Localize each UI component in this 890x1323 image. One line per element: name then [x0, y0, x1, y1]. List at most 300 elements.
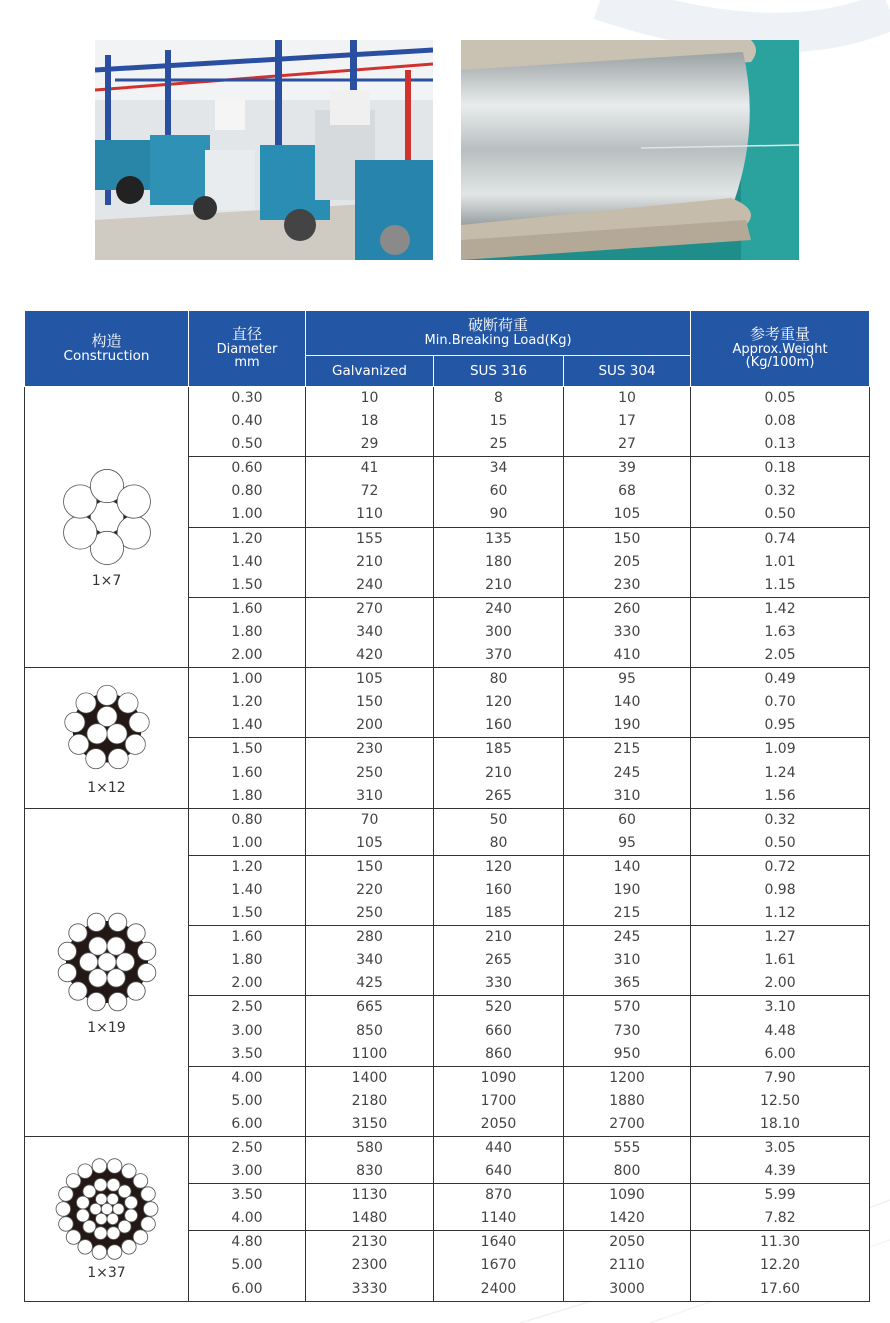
factory-photo	[95, 40, 433, 260]
construction-label: 1×12	[87, 779, 126, 796]
sus304-cell	[564, 1184, 691, 1231]
weight-value: 4.39	[764, 1163, 796, 1180]
weight-value: 7.82	[764, 1210, 796, 1227]
diameter-value: 1.50	[231, 905, 263, 922]
galvanized-value: 1130	[351, 1187, 388, 1204]
diameter-value: 1.50	[231, 741, 263, 758]
sus316-cell	[434, 387, 564, 457]
sus304-value: 245	[613, 764, 641, 781]
sus304-value: 555	[613, 1140, 641, 1156]
galvanized-cell	[306, 1066, 434, 1136]
sus316-value: 2050	[480, 1115, 517, 1132]
construction-label: 1×37	[87, 1264, 126, 1281]
sus316-value: 25	[489, 436, 508, 453]
diameter-value: 1.80	[231, 952, 263, 969]
sus304-cell	[564, 926, 691, 996]
weight-header-cn: 参考重量	[750, 324, 811, 343]
diameter-value: 0.60	[231, 460, 263, 477]
sus316-cell	[434, 1184, 564, 1231]
weight-value: 2.05	[764, 647, 796, 664]
weight-value: 1.15	[764, 576, 796, 593]
sus304-value: 1880	[609, 1092, 645, 1109]
sus304-value: 570	[613, 999, 641, 1016]
diameter-value: 2.00	[231, 647, 263, 664]
weight-value: 2.00	[764, 975, 796, 992]
sus316-cell	[434, 808, 564, 855]
weight-value: 0.13	[764, 436, 796, 453]
weight-value: 0.50	[764, 834, 796, 851]
sus316-cell	[434, 1137, 564, 1184]
sus304-cell	[564, 387, 691, 457]
diameter-cell	[189, 738, 306, 808]
sus316-cell	[434, 527, 564, 597]
diameter-value: 2.00	[231, 975, 263, 992]
diameter-value: 1.20	[231, 858, 263, 875]
weight-value: 0.70	[764, 694, 796, 711]
sus316-value: 210	[485, 576, 512, 593]
galvanized-cell	[306, 855, 434, 925]
weight-cell	[691, 527, 870, 597]
diameter-cell	[189, 808, 306, 855]
weight-value: 1.42	[764, 600, 796, 617]
sus316-value: 660	[485, 1022, 512, 1039]
sus304-cell	[564, 668, 691, 738]
diameter-value: 1.40	[231, 553, 263, 570]
sus304-value: 215	[613, 741, 641, 758]
wire-spool-photo	[461, 40, 799, 260]
sus316-value: 15	[489, 413, 508, 430]
weight-cell	[691, 1231, 870, 1301]
sus316-value: 870	[485, 1187, 512, 1204]
breaking-load-header-en: Min.Breaking Load(Kg)	[424, 333, 572, 349]
sus304-value: 39	[618, 460, 636, 477]
sus304-cell	[564, 457, 691, 527]
sus304-cell	[564, 1231, 691, 1301]
sus304-value: 2050	[609, 1234, 645, 1251]
diameter-value: 0.50	[231, 436, 263, 453]
diameter-value: 1.80	[231, 787, 263, 804]
sus316-value: 240	[485, 600, 512, 617]
galvanized-value: 240	[356, 576, 383, 593]
galvanized-value: 29	[360, 436, 379, 453]
sus316-value: 160	[485, 717, 512, 734]
sus316-value: 1640	[480, 1234, 517, 1251]
weight-cell	[691, 597, 870, 667]
diameter-value: 0.30	[231, 390, 263, 406]
sus304-value: 3000	[609, 1280, 645, 1297]
weight-cell	[691, 738, 870, 808]
weight-header	[691, 311, 870, 387]
weight-value: 17.60	[759, 1280, 801, 1297]
sus316-value: 370	[485, 647, 512, 664]
breaking-load-header-cn: 破断荷重	[468, 316, 529, 335]
sus316-value: 300	[485, 623, 512, 640]
diameter-value: 3.50	[231, 1187, 263, 1204]
sus304-header: SUS 304	[564, 356, 691, 387]
sus316-cell	[434, 738, 564, 808]
sus316-value: 210	[485, 929, 512, 946]
diameter-value: 0.40	[231, 413, 263, 430]
weight-value: 18.10	[759, 1115, 801, 1132]
weight-value: 3.05	[764, 1140, 796, 1156]
sus304-value: 190	[613, 717, 641, 734]
diameter-cell	[189, 1137, 306, 1184]
diameter-value: 6.00	[231, 1280, 263, 1297]
galvanized-value: 1480	[351, 1210, 388, 1227]
galvanized-value: 310	[356, 787, 383, 804]
strand-1x37-icon	[55, 1157, 159, 1261]
sus316-cell	[434, 457, 564, 527]
sus316-value: 80	[489, 671, 508, 688]
weight-cell	[691, 387, 870, 457]
weight-value: 0.32	[764, 483, 796, 500]
galvanized-value: 2130	[351, 1234, 388, 1251]
weight-value: 1.63	[764, 623, 796, 640]
galvanized-cell	[306, 1137, 434, 1184]
galvanized-cell	[306, 926, 434, 996]
galvanized-cell	[306, 668, 434, 738]
construction-header	[25, 311, 189, 387]
galvanized-value: 10	[360, 390, 379, 406]
diameter-value: 1.20	[231, 694, 263, 711]
diameter-value: 1.40	[231, 881, 263, 898]
weight-value: 3.10	[764, 999, 796, 1016]
sus304-value: 2700	[609, 1115, 645, 1132]
weight-value: 0.98	[764, 881, 796, 898]
sus316-value: 640	[485, 1163, 512, 1180]
weight-value: 0.18	[764, 460, 796, 477]
galvanized-value: 340	[356, 952, 383, 969]
diameter-value: 1.00	[231, 506, 263, 523]
diameter-cell	[189, 1066, 306, 1136]
sus316-value: 180	[485, 553, 512, 570]
galvanized-cell	[306, 387, 434, 457]
breaking-load-header	[306, 311, 691, 356]
sus316-cell	[434, 1231, 564, 1301]
sus316-value: 1700	[480, 1092, 517, 1109]
galvanized-value: 250	[356, 905, 383, 922]
sus316-value: 80	[489, 834, 508, 851]
sus304-cell	[564, 996, 691, 1066]
galvanized-value: 105	[356, 671, 383, 688]
sus304-value: 205	[613, 553, 641, 570]
galvanized-value: 420	[356, 647, 383, 664]
sus316-value: 60	[489, 483, 508, 500]
diameter-cell	[189, 457, 306, 527]
strand-1x12-icon	[59, 680, 155, 776]
galvanized-value: 150	[356, 858, 383, 875]
diameter-cell	[189, 996, 306, 1066]
diameter-cell	[189, 926, 306, 996]
galvanized-value: 250	[356, 764, 383, 781]
weight-value: 12.50	[759, 1092, 801, 1109]
galvanized-value: 105	[356, 834, 383, 851]
sus316-value: 440	[485, 1140, 512, 1156]
weight-value: 5.99	[764, 1187, 796, 1204]
weight-value: 0.95	[764, 717, 796, 734]
diameter-cell	[189, 1184, 306, 1231]
diameter-value: 1.60	[231, 764, 263, 781]
sus316-cell	[434, 855, 564, 925]
sus304-value: 150	[613, 530, 641, 547]
galvanized-cell	[306, 1184, 434, 1231]
galvanized-value: 2180	[351, 1092, 388, 1109]
sus316-value: 34	[489, 460, 508, 477]
weight-cell	[691, 1184, 870, 1231]
sus304-value: 60	[618, 811, 636, 828]
sus304-value: 245	[613, 929, 641, 946]
spec-row-group	[25, 668, 870, 738]
diameter-value: 6.00	[231, 1115, 263, 1132]
spec-row-group	[25, 808, 870, 855]
diameter-header-cn: 直径	[231, 324, 262, 343]
sus304-value: 310	[613, 952, 641, 969]
diameter-cell	[189, 387, 306, 457]
weight-cell	[691, 808, 870, 855]
sus316-value: 520	[485, 999, 512, 1016]
sus304-value: 1420	[609, 1210, 645, 1227]
galvanized-value: 2300	[351, 1257, 388, 1274]
weight-value: 11.30	[759, 1234, 801, 1251]
diameter-value: 1.60	[231, 929, 263, 946]
weight-value: 0.49	[764, 671, 796, 688]
diameter-value: 4.00	[231, 1069, 263, 1086]
sus304-value: 365	[613, 975, 641, 992]
weight-value: 1.27	[764, 929, 796, 946]
sus304-value: 260	[613, 600, 641, 617]
diameter-value: 3.00	[231, 1163, 263, 1180]
galvanized-value: 72	[360, 483, 379, 500]
sus304-cell	[564, 1066, 691, 1136]
diameter-value: 1.60	[231, 600, 263, 617]
sus316-value: 120	[485, 858, 512, 875]
weight-cell	[691, 855, 870, 925]
weight-value: 1.01	[764, 553, 796, 570]
diameter-value: 4.00	[231, 1210, 263, 1227]
diameter-value: 1.00	[231, 671, 263, 688]
sus316-value: 120	[485, 694, 512, 711]
weight-cell	[691, 996, 870, 1066]
galvanized-value: 580	[356, 1140, 383, 1156]
diameter-value: 4.80	[231, 1234, 263, 1251]
galvanized-value: 230	[356, 741, 383, 758]
diameter-value: 5.00	[231, 1092, 263, 1109]
sus304-value: 27	[618, 436, 636, 453]
diameter-value: 2.50	[231, 1140, 263, 1156]
construction-cell	[25, 668, 189, 809]
sus304-cell	[564, 808, 691, 855]
sus316-cell	[434, 597, 564, 667]
galvanized-value: 340	[356, 623, 383, 640]
diameter-value: 1.80	[231, 623, 263, 640]
sus304-value: 215	[613, 905, 641, 922]
galvanized-value: 1100	[351, 1045, 388, 1062]
weight-value: 1.61	[764, 952, 796, 969]
weight-value: 6.00	[764, 1045, 796, 1062]
spec-table	[24, 310, 870, 1302]
sus304-value: 2110	[609, 1257, 645, 1274]
galvanized-value: 220	[356, 881, 383, 898]
sus304-cell	[564, 738, 691, 808]
sus304-value: 190	[613, 881, 641, 898]
sus316-value: 185	[485, 741, 512, 758]
sus316-value: 8	[494, 390, 503, 406]
sus316-value: 185	[485, 905, 512, 922]
diameter-cell	[189, 527, 306, 597]
sus304-value: 950	[613, 1045, 641, 1062]
construction-header-en: Construction	[63, 348, 150, 365]
weight-header-unit: (Kg/100m)	[745, 355, 815, 371]
sus304-value: 140	[613, 858, 641, 875]
galvanized-value: 425	[356, 975, 383, 992]
sus304-cell	[564, 1137, 691, 1184]
sus304-value: 105	[613, 506, 641, 523]
construction-cell	[25, 387, 189, 668]
galvanized-value: 830	[356, 1163, 383, 1180]
galvanized-cell	[306, 597, 434, 667]
sus316-value: 1140	[480, 1210, 517, 1227]
diameter-cell	[189, 855, 306, 925]
diameter-value: 0.80	[231, 811, 263, 828]
sus316-value: 860	[485, 1045, 512, 1062]
spec-row-group	[25, 387, 870, 457]
sus316-cell	[434, 996, 564, 1066]
sus316-value: 50	[489, 811, 508, 828]
weight-value: 1.56	[764, 787, 796, 804]
sus304-value: 1090	[609, 1187, 645, 1204]
galvanized-value: 280	[356, 929, 383, 946]
weight-cell	[691, 926, 870, 996]
weight-value: 4.48	[764, 1022, 796, 1039]
weight-value: 0.72	[764, 858, 796, 875]
strand-1x7-icon	[55, 465, 159, 569]
sus304-value: 95	[618, 671, 636, 688]
sus304-value: 17	[618, 413, 636, 430]
sus304-value: 68	[618, 483, 636, 500]
sus304-value: 800	[613, 1163, 641, 1180]
weight-value: 12.20	[759, 1257, 801, 1274]
galvanized-value: 1400	[351, 1069, 388, 1086]
diameter-value: 1.00	[231, 834, 263, 851]
diameter-value: 0.80	[231, 483, 263, 500]
sus304-value: 230	[613, 576, 641, 593]
galvanized-cell	[306, 527, 434, 597]
galvanized-value: 665	[356, 999, 383, 1016]
weight-value: 0.05	[764, 390, 796, 406]
sus316-header: SUS 316	[434, 356, 564, 387]
strand-1x19-icon	[53, 908, 161, 1016]
galvanized-value: 850	[356, 1022, 383, 1039]
sus316-cell	[434, 1066, 564, 1136]
sus304-cell	[564, 855, 691, 925]
galvanized-value: 110	[356, 506, 383, 523]
sus304-value: 330	[613, 623, 641, 640]
sus316-value: 90	[489, 506, 508, 523]
construction-cell	[25, 808, 189, 1136]
spec-table-body	[25, 387, 870, 1302]
spec-row-group	[25, 1137, 870, 1184]
construction-label: 1×19	[87, 1020, 126, 1037]
galvanized-value: 270	[356, 600, 383, 617]
diameter-value: 5.00	[231, 1257, 263, 1274]
weight-value: 0.74	[764, 530, 796, 547]
sus304-value: 140	[613, 694, 641, 711]
sus316-value: 160	[485, 881, 512, 898]
galvanized-value: 70	[360, 811, 379, 828]
diameter-header-unit: mm	[234, 355, 260, 371]
sus316-value: 265	[485, 787, 512, 804]
galvanized-value: 3150	[351, 1115, 388, 1132]
sus304-value: 95	[618, 834, 636, 851]
weight-cell	[691, 668, 870, 738]
sus316-value: 265	[485, 952, 512, 969]
galvanized-cell	[306, 808, 434, 855]
sus316-value: 135	[485, 530, 512, 547]
galvanized-value: 41	[360, 460, 379, 477]
sus304-value: 410	[613, 647, 641, 664]
diameter-value: 1.40	[231, 717, 263, 734]
galvanized-cell	[306, 738, 434, 808]
weight-value: 0.50	[764, 506, 796, 523]
weight-value: 0.32	[764, 811, 796, 828]
diameter-value: 3.50	[231, 1045, 263, 1062]
construction-header-cn: 构造	[91, 331, 122, 350]
sus316-cell	[434, 668, 564, 738]
sus316-cell	[434, 926, 564, 996]
diameter-cell	[189, 668, 306, 738]
diameter-cell	[189, 597, 306, 667]
diameter-header-en: Diameter	[216, 341, 278, 357]
sus316-value: 210	[485, 764, 512, 781]
diameter-value: 3.00	[231, 1022, 263, 1039]
galvanized-cell	[306, 1231, 434, 1301]
sus316-value: 1090	[480, 1069, 517, 1086]
galvanized-cell	[306, 457, 434, 527]
sus304-cell	[564, 527, 691, 597]
weight-value: 0.08	[764, 413, 796, 430]
weight-value: 1.24	[764, 764, 796, 781]
galvanized-value: 210	[356, 553, 383, 570]
weight-header-en: Approx.Weight	[732, 341, 828, 357]
construction-label: 1×7	[91, 573, 122, 590]
weight-value: 1.12	[764, 905, 796, 922]
galvanized-value: 18	[360, 413, 379, 430]
sus316-value: 330	[485, 975, 512, 992]
sus304-value: 10	[618, 390, 636, 406]
weight-cell	[691, 1137, 870, 1184]
sus304-value: 1200	[609, 1069, 645, 1086]
weight-cell	[691, 1066, 870, 1136]
diameter-value: 1.50	[231, 576, 263, 593]
diameter-cell	[189, 1231, 306, 1301]
galvanized-header: Galvanized	[306, 356, 434, 387]
weight-value: 1.09	[764, 741, 796, 758]
sus304-value: 730	[613, 1022, 641, 1039]
galvanized-cell	[306, 996, 434, 1066]
sus316-value: 1670	[480, 1257, 517, 1274]
galvanized-value: 3330	[351, 1280, 388, 1297]
sus316-value: 2400	[480, 1280, 517, 1297]
galvanized-value: 200	[356, 717, 383, 734]
sus304-cell	[564, 597, 691, 667]
galvanized-value: 155	[356, 530, 383, 547]
sus304-value: 310	[613, 787, 641, 804]
weight-value: 7.90	[764, 1069, 796, 1086]
diameter-value: 2.50	[231, 999, 263, 1016]
diameter-value: 1.20	[231, 530, 263, 547]
diameter-header	[189, 311, 306, 387]
galvanized-value: 150	[356, 694, 383, 711]
